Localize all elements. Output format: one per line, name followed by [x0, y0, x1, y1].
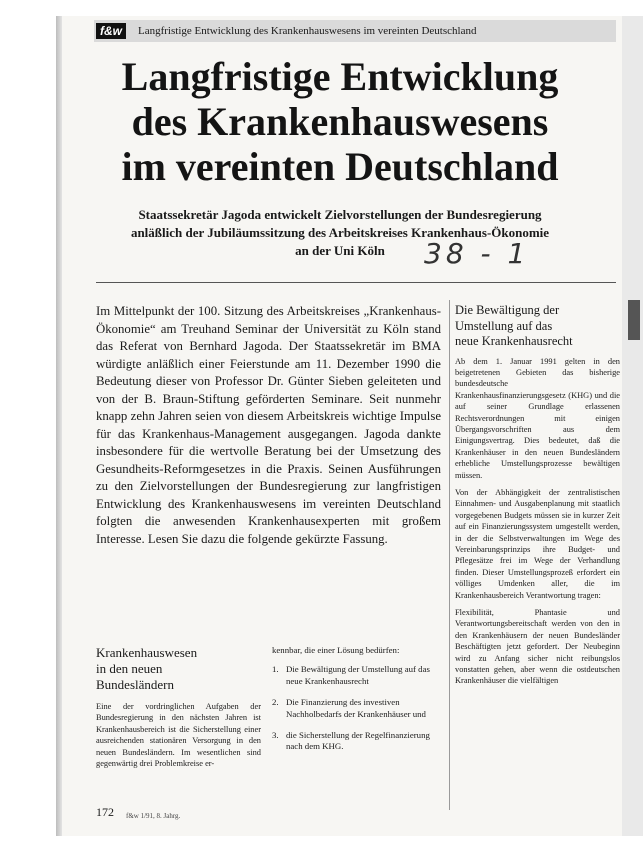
right-column-paragraph-1: Ab dem 1. Januar 1991 gelten in den beigetretenen Gebieten das bisherige bundesdeutsche Krankenhausfinanzierungsgesetz (KHG) und die auf seiner Grundlage erlassenen Rechtsverordnungen mit einigen Übergangsvorschriften aus dem Einigungsvertrag. Dies bedeutet, daß die Krankenhäuser in den neuen Bundesländern erhebliche Umstellungsprozesse bewältigen müssen.: [455, 356, 620, 480]
right-column-paragraph-2: Von der Abhängigkeit der zentralistischen Einnahmen- und Ausgabenplanung mit staatlich vorgegebenen Budgets müssen sie in kurzer Zeit auf ein Finanzierungssystem umgestellt werden, in der die Selbstverwaltungen im Wege des Vereinbarungsprinzips ihre Budget- und Pflegesätze frei im Wege der Verhandlung finden. Dieser Umstellungsprozeß erfordert ein völliges Umdenken aller, die im Krankenhausbereich Verantwortung tragen:: [455, 487, 620, 600]
right-column: [455, 303, 620, 693]
list-item: [272, 664, 440, 687]
problem-list: [272, 664, 440, 752]
subtitle-line-1: Staatssekretär Jagoda entwickelt Zielvorstellungen der Bundesregierung: [138, 207, 542, 222]
article-title: [70, 54, 610, 189]
list-item-number: 2.: [272, 697, 279, 708]
list-item-number: 3.: [272, 730, 279, 741]
lead-text: Im Mittelpunkt der 100. Sitzung des Arbeitskreises „Krankenhaus-Ökonomie“ am Treuhand Seminar der Universität zu Köln stand das Referat von Bernhard Jagoda. Der Staatssekretär im BMA würdigte anläßlich einer Feierstunde am 11. Dezember 1990 die Bedeutung dieser von Professor Dr. Günter Sieben geleiteten und von der B. Braun-Stiftung geförderten Seminare. Seit nunmehr knapp zehn Jahren seien von diesem Arbeitskreis wichtige Impulse für das Krankenhaus-Management ausgegangen. Jagoda dankte insbesondere für die wertvolle Beratung bei der Umsetzung des Gesundheits-Reformgesetzes in die Praxis. Seinen Ausführungen zu den Zielvorstellungen der Bundesregierung zur langfristigen Entwicklung des Krankenhauswesens im vereinten Deutschland folgten die anwesenden Krankenhausexperten mit großem Interesse. Lesen Sie dazu die folgende gekürzte Fassung.: [96, 304, 441, 546]
left-heading-line-1: Krankenhauswesen: [96, 645, 198, 660]
left-column: [96, 645, 261, 769]
running-head: [94, 20, 616, 42]
right-column-paragraph-3: Flexibilität, Phantasie und Verantwortungsbereitschaft werden von den in den Krankenhäusern der neuen Bundesländer Beschäftigten jetzt gefordert. Der Neubeginn wird zu Anfang sicher nicht reibungslos vonstatten gehen, aber wenn die ostdeutschen Krankenhäuser die vielfältigen: [455, 608, 620, 686]
header-rule: [96, 282, 616, 283]
list-item: [272, 697, 440, 720]
page-footer: [96, 806, 180, 820]
left-column-heading: [96, 645, 261, 693]
list-item-text: Die Finanzierung des investiven Nachholbedarfs der Krankenhäuser und: [286, 697, 426, 719]
page-edge: [622, 16, 643, 836]
running-head-text: Langfristige Entwicklung des Krankenhauswesens im vereinten Deutschland: [138, 25, 477, 37]
list-item-number: 1.: [272, 664, 279, 675]
right-heading-line-3: neue Krankenhausrecht: [455, 334, 573, 348]
handwritten-note: 38 - 1: [424, 237, 530, 270]
list-item-text: die Sicherstellung der Regelfinanzierung nach dem KHG.: [286, 730, 430, 752]
page-number: 172: [96, 805, 114, 819]
middle-column: [272, 645, 440, 763]
page-tab-marker: [628, 300, 640, 340]
footer-source: f&w 1/91, 8. Jahrg.: [126, 812, 181, 820]
subtitle-line-2: anläßlich der Jubiläumssitzung des Arbeitskreises Krankenhaus-Ökonomie: [130, 225, 550, 240]
column-divider: [449, 300, 450, 810]
middle-column-intro: kennbar, die einer Lösung bedürfen:: [272, 645, 400, 655]
title-line-1: Langfristige Entwicklung: [121, 54, 559, 99]
right-column-heading: [455, 303, 620, 350]
title-line-3: im vereinten Deutschland: [121, 144, 559, 189]
lead-paragraph: [96, 303, 441, 548]
left-column-body: Eine der vordringlichen Aufgaben der Bundesregierung in den nächsten Jahren ist Krankenhausbereich ist die Sicherstellung einer ausreichenden stationären Versorgung in den neuen Bundesländern. Im wesentlichen sind gegenwärtig drei Problemkreise er-: [96, 702, 261, 769]
list-item-text: Die Bewältigung der Umstellung auf das neue Krankenhausrecht: [286, 664, 430, 686]
right-heading-line-2: Umstellung auf das: [455, 318, 553, 333]
left-heading-line-3: Bundesländern: [96, 677, 174, 692]
right-heading-line-1: Die Bewältigung der: [455, 303, 560, 317]
title-line-2: des Krankenhauswesens: [131, 99, 549, 144]
subtitle-line-3: an der Uni Köln: [295, 243, 385, 258]
left-heading-line-2: in den neuen: [96, 661, 163, 676]
journal-logo: f&w: [96, 23, 126, 39]
list-item: [272, 730, 440, 753]
